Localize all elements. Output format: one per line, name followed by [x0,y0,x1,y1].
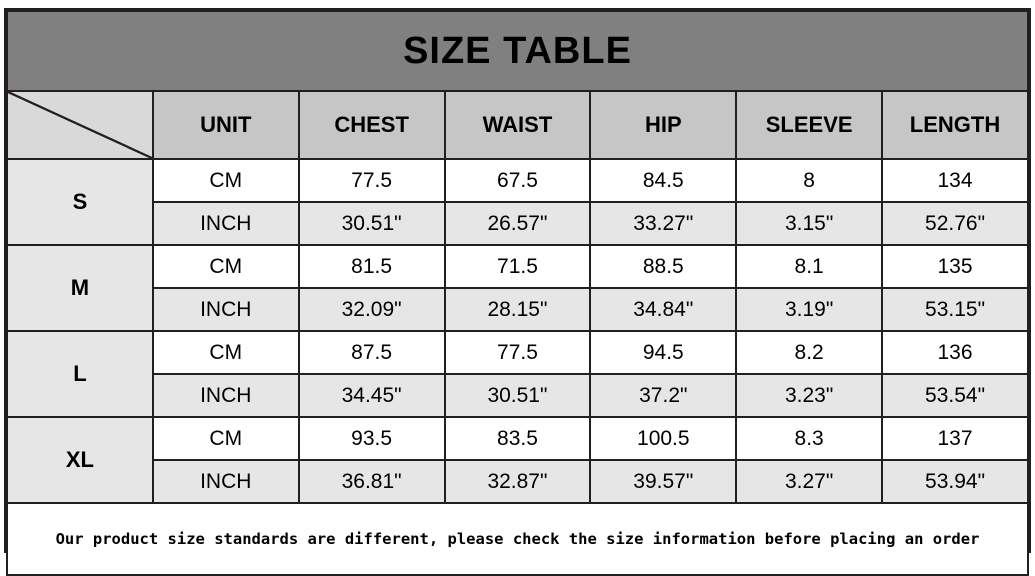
value-length: 136 [882,331,1028,374]
value-hip: 94.5 [590,331,736,374]
size-label-m: M [7,245,153,331]
value-chest: 81.5 [299,245,445,288]
value-chest: 32.09" [299,288,445,331]
page-title: SIZE TABLE [7,11,1028,91]
value-hip: 37.2" [590,374,736,417]
value-hip: 88.5 [590,245,736,288]
value-sleeve: 3.23" [736,374,882,417]
value-waist: 67.5 [445,159,591,202]
unit-label: CM [153,331,299,374]
corner-cell [7,91,153,159]
unit-label: INCH [153,460,299,503]
table-row [7,288,1028,331]
table-row [7,202,1028,245]
value-waist: 30.51" [445,374,591,417]
table-row [7,245,1028,288]
value-waist: 32.87" [445,460,591,503]
size-label-xl: XL [7,417,153,503]
unit-label: INCH [153,288,299,331]
value-sleeve: 3.27" [736,460,882,503]
header-row [7,91,1028,159]
value-waist: 71.5 [445,245,591,288]
value-length: 135 [882,245,1028,288]
value-sleeve: 3.19" [736,288,882,331]
value-chest: 36.81" [299,460,445,503]
size-label-l: L [7,331,153,417]
value-sleeve: 8.3 [736,417,882,460]
table-row [7,374,1028,417]
value-chest: 77.5 [299,159,445,202]
value-sleeve: 8.2 [736,331,882,374]
column-header-hip: HIP [590,91,736,159]
table-row [7,417,1028,460]
table-row [7,159,1028,202]
size-table [6,10,1029,576]
unit-label: CM [153,159,299,202]
value-sleeve: 8.1 [736,245,882,288]
value-length: 137 [882,417,1028,460]
value-length: 134 [882,159,1028,202]
unit-label: CM [153,245,299,288]
value-length: 52.76" [882,202,1028,245]
value-waist: 83.5 [445,417,591,460]
column-header-unit: UNIT [153,91,299,159]
value-chest: 30.51" [299,202,445,245]
value-length: 53.94" [882,460,1028,503]
size-label-s: S [7,159,153,245]
value-hip: 33.27" [590,202,736,245]
column-header-waist: WAIST [445,91,591,159]
unit-label: INCH [153,202,299,245]
unit-label: INCH [153,374,299,417]
diagonal-divider-icon [8,92,152,158]
value-chest: 93.5 [299,417,445,460]
value-waist: 77.5 [445,331,591,374]
column-header-length: LENGTH [882,91,1028,159]
value-hip: 34.84" [590,288,736,331]
value-length: 53.15" [882,288,1028,331]
value-hip: 39.57" [590,460,736,503]
size-table-container [4,8,1031,553]
table-row [7,331,1028,374]
unit-label: CM [153,417,299,460]
note-row [7,503,1028,575]
value-waist: 28.15" [445,288,591,331]
value-sleeve: 8 [736,159,882,202]
column-header-chest: CHEST [299,91,445,159]
table-row [7,460,1028,503]
value-hip: 100.5 [590,417,736,460]
value-chest: 34.45" [299,374,445,417]
value-chest: 87.5 [299,331,445,374]
value-sleeve: 3.15" [736,202,882,245]
size-note: Our product size standards are different, please check the size information before placing an order [7,503,1028,575]
title-row [7,11,1028,91]
column-header-sleeve: SLEEVE [736,91,882,159]
value-length: 53.54" [882,374,1028,417]
value-hip: 84.5 [590,159,736,202]
value-waist: 26.57" [445,202,591,245]
